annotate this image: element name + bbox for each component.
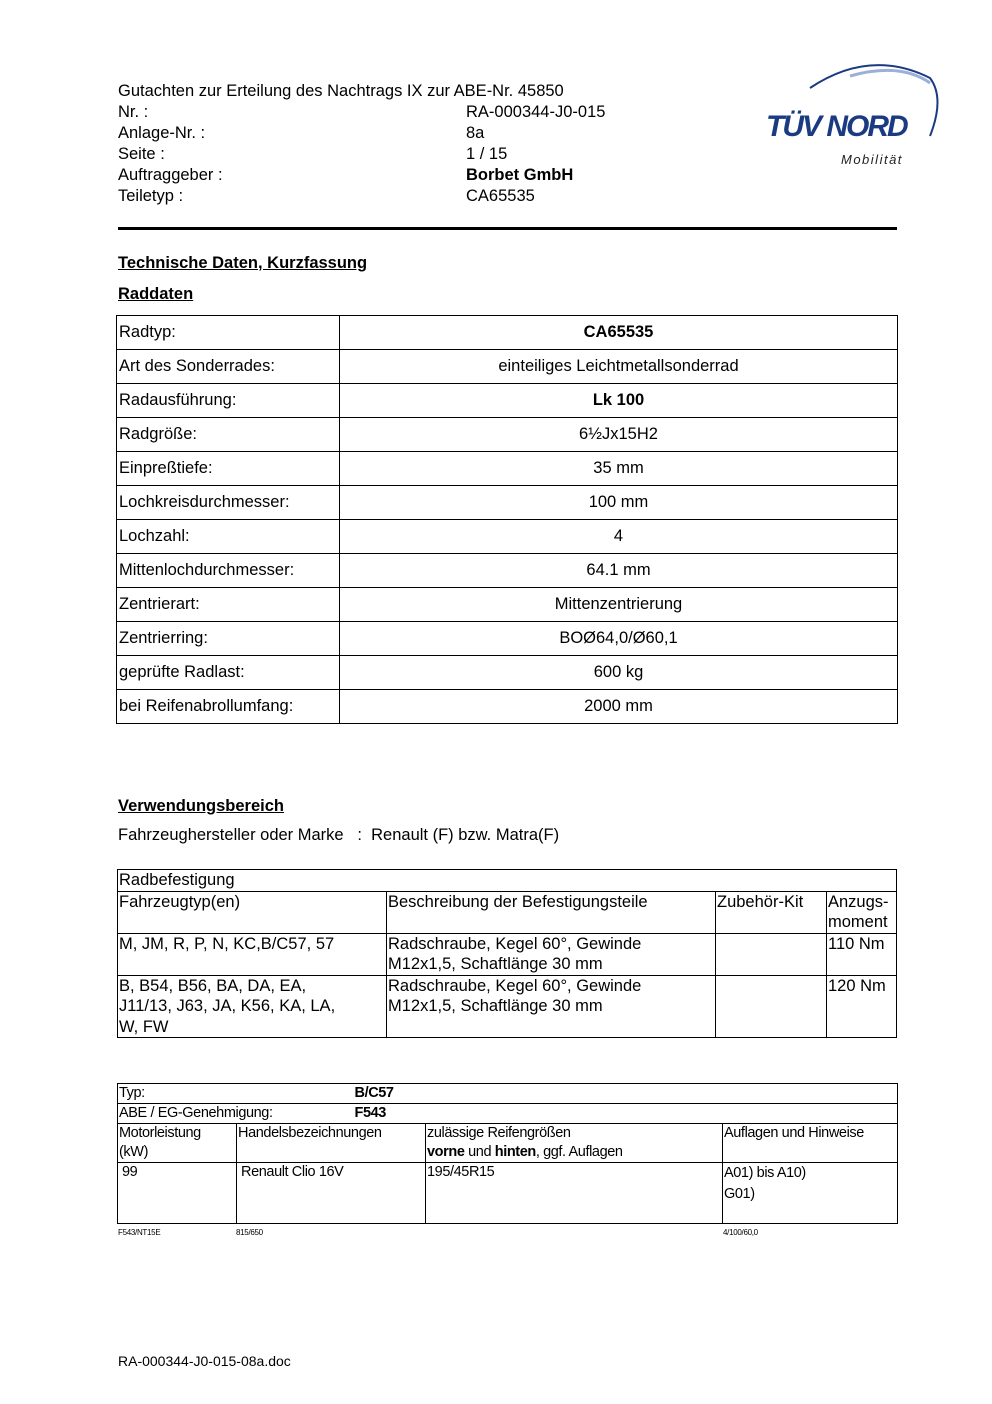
header-value: 8a bbox=[466, 124, 485, 142]
cell-line: Radschraube, Kegel 60°, Gewinde bbox=[388, 976, 642, 995]
footer-filename: RA-000344-J0-015-08a.doc bbox=[118, 1353, 291, 1369]
cell-motor: 99 bbox=[118, 1163, 237, 1224]
table-row bbox=[117, 520, 898, 554]
cell-kit bbox=[716, 933, 827, 975]
header-value: Borbet GmbH bbox=[466, 166, 574, 184]
header-divider bbox=[118, 227, 897, 230]
header-vorne: vorne bbox=[427, 1144, 465, 1160]
row-value: 35 mm bbox=[340, 452, 898, 486]
header-row-teiletyp bbox=[118, 186, 535, 207]
col-header-motor bbox=[118, 1124, 237, 1163]
cell-line: B, B54, B56, BA, DA, EA, bbox=[119, 976, 307, 995]
row-value: Lk 100 bbox=[340, 384, 898, 418]
row-label: Einpreßtiefe: bbox=[117, 452, 340, 486]
header-line: (kW) bbox=[119, 1144, 148, 1160]
logo-subtitle: Mobilität bbox=[841, 152, 903, 167]
cell-line: M12x1,5, Schaftlänge 30 mm bbox=[388, 997, 603, 1015]
typ-label: Typ: bbox=[119, 1085, 145, 1101]
table-row bbox=[117, 418, 898, 452]
small-code-b: 815/650 bbox=[236, 1228, 263, 1237]
abe-label: ABE / EG-Genehmigung: bbox=[119, 1105, 273, 1121]
row-label: Zentrierring: bbox=[117, 622, 340, 656]
row-value: 4 bbox=[340, 520, 898, 554]
small-code-a: F543/NT15E bbox=[118, 1228, 161, 1237]
row-value: 600 kg bbox=[340, 656, 898, 690]
section-title: Technische Daten, Kurzfassung bbox=[118, 254, 368, 272]
row-value: CA65535 bbox=[340, 316, 898, 350]
table-row bbox=[117, 350, 898, 384]
col-header-handel: Handelsbezeichnungen bbox=[237, 1124, 426, 1163]
row-value: einteiliges Leichtmetallsonderrad bbox=[340, 350, 898, 384]
row-label: Mittenlochdurchmesser: bbox=[117, 554, 340, 588]
header-hinten: hinten bbox=[494, 1144, 536, 1160]
typ-row bbox=[118, 1084, 898, 1104]
manufacturer-line bbox=[118, 826, 559, 845]
table-row bbox=[117, 554, 898, 588]
table-row bbox=[117, 316, 898, 350]
header-line: zulässige Reifengrößen bbox=[427, 1125, 571, 1141]
table-row bbox=[117, 588, 898, 622]
row-label: Zentrierart: bbox=[117, 588, 340, 622]
table-row bbox=[117, 486, 898, 520]
header-line: Motorleistung bbox=[119, 1125, 201, 1141]
row-label: Radtyp: bbox=[117, 316, 340, 350]
header-value: CA65535 bbox=[466, 187, 535, 205]
cell-line: J11/13, J63, JA, K56, KA, LA, bbox=[119, 997, 336, 1015]
raddaten-heading: Raddaten bbox=[118, 285, 194, 303]
row-value: 64.1 mm bbox=[340, 554, 898, 588]
verwendung-heading: Verwendungsbereich bbox=[118, 797, 284, 815]
header-label: Teiletyp : bbox=[118, 187, 184, 205]
header-label: Anlage-Nr. : bbox=[118, 124, 206, 142]
table-row bbox=[118, 1104, 898, 1124]
table-row bbox=[117, 622, 898, 656]
row-value: Mittenzentrierung bbox=[340, 588, 898, 622]
table-row bbox=[117, 384, 898, 418]
cell-kit bbox=[716, 975, 827, 1038]
row-label: Lochkreisdurchmesser: bbox=[117, 486, 340, 520]
cell-moment: 120 Nm bbox=[827, 975, 897, 1038]
cell-line: Radschraube, Kegel 60°, Gewinde bbox=[388, 934, 642, 953]
header-und: und bbox=[464, 1144, 495, 1160]
row-label: geprüfte Radlast: bbox=[117, 656, 340, 690]
cell-line: G01) bbox=[724, 1186, 755, 1202]
table-header-row bbox=[118, 891, 897, 933]
row-value: BOØ64,0/Ø60,1 bbox=[340, 622, 898, 656]
col-header-kit: Zubehör-Kit bbox=[716, 891, 827, 933]
radbefestigung-table bbox=[117, 869, 897, 1038]
cell-line: A01) bis A10) bbox=[724, 1165, 806, 1181]
manufacturer-label: Fahrzeughersteller oder Marke bbox=[118, 826, 344, 844]
table-header-row bbox=[118, 1124, 898, 1163]
table-row bbox=[118, 933, 897, 975]
cell-typ bbox=[118, 975, 387, 1038]
vehicle-type-table bbox=[117, 1083, 898, 1224]
row-label: Radgröße: bbox=[117, 418, 340, 452]
cell-beschreibung bbox=[387, 933, 716, 975]
table-row bbox=[118, 1084, 898, 1104]
manufacturer-sep: : bbox=[357, 826, 362, 844]
header-label: Nr. : bbox=[118, 103, 149, 121]
col-header-reifen bbox=[426, 1124, 723, 1163]
header-label: Seite : bbox=[118, 145, 165, 163]
header-row-seite bbox=[118, 144, 508, 165]
header-row-auftraggeber bbox=[118, 165, 574, 186]
table-row bbox=[118, 1163, 898, 1224]
table-row bbox=[117, 656, 898, 690]
col-header-beschreibung: Beschreibung der Befestigungsteile bbox=[387, 891, 716, 933]
abe-value: F543 bbox=[354, 1105, 386, 1121]
header-label: Auftraggeber : bbox=[118, 166, 223, 184]
logo-name: TÜV NORD bbox=[766, 110, 907, 143]
cell-line: M12x1,5, Schaftlänge 30 mm bbox=[388, 955, 603, 973]
table-row bbox=[118, 975, 897, 1038]
small-code-c: 4/100/60,0 bbox=[723, 1228, 758, 1237]
cell-beschreibung bbox=[387, 975, 716, 1038]
cell-auflagen bbox=[723, 1163, 898, 1224]
header-value: 1 / 15 bbox=[466, 145, 508, 163]
row-value: 100 mm bbox=[340, 486, 898, 520]
manufacturer-value: Renault (F) bzw. Matra(F) bbox=[371, 826, 560, 844]
cell-reifen: 195/45R15 bbox=[426, 1163, 723, 1224]
cell-moment: 110 Nm bbox=[827, 933, 897, 975]
header-rest: , ggf. Auflagen bbox=[535, 1144, 623, 1160]
header-row-nr bbox=[118, 102, 606, 123]
col-header-auflagen: Auflagen und Hinweise bbox=[723, 1124, 898, 1163]
header-line: Anzugs- bbox=[828, 892, 889, 911]
row-value: 6½Jx15H2 bbox=[340, 418, 898, 452]
abe-row bbox=[118, 1104, 898, 1124]
header-value: RA-000344-J0-015 bbox=[466, 103, 606, 121]
row-label: Lochzahl: bbox=[117, 520, 340, 554]
raddaten-table bbox=[116, 315, 898, 724]
row-value: 2000 mm bbox=[340, 690, 898, 724]
row-label: Radausführung: bbox=[117, 384, 340, 418]
cell-typ: M, JM, R, P, N, KC,B/C57, 57 bbox=[118, 933, 387, 975]
document-title: Gutachten zur Erteilung des Nachtrags IX zur ABE-Nr. 45850 bbox=[118, 82, 564, 100]
col-header-moment bbox=[827, 891, 897, 933]
cell-handel: Renault Clio 16V bbox=[237, 1163, 426, 1224]
header-line: moment bbox=[828, 913, 888, 931]
row-label: bei Reifenabrollumfang: bbox=[117, 690, 340, 724]
col-header-typ: Fahrzeugtyp(en) bbox=[118, 891, 387, 933]
typ-value: B/C57 bbox=[354, 1085, 394, 1101]
table-title: Radbefestigung bbox=[118, 870, 897, 892]
table-row bbox=[117, 690, 898, 724]
table-row bbox=[117, 452, 898, 486]
header-row-anlage bbox=[118, 123, 485, 144]
table-row bbox=[118, 870, 897, 892]
cell-line: W, FW bbox=[119, 1017, 169, 1036]
row-label: Art des Sonderrades: bbox=[117, 350, 340, 384]
